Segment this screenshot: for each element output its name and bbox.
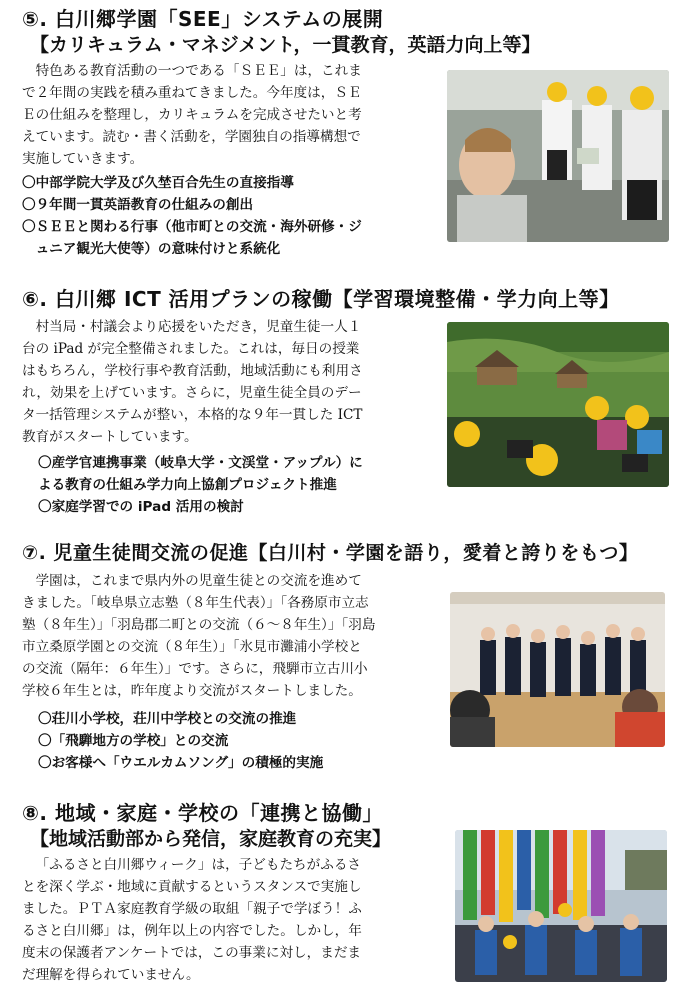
body-line: 特色ある教育活動の一つである「ＳＥＥ」は，これま	[35, 63, 362, 79]
body-line: タ一括管理システムが整い，本格的な９年一貫した ICT	[22, 407, 363, 423]
body-line: 塾（８年生）」「羽島郡二町との交流（６～８年生）」「羽島	[22, 617, 376, 633]
body-line: 学校６年生とは，昨年度より交流がスタートしました。	[22, 683, 362, 699]
section-7-title: ⑦. 児童生徒間交流の促進【白川村・学園を語り，愛着と誇りをもつ】	[22, 542, 639, 564]
photo-choir-stage	[450, 592, 665, 747]
section-5-title: ⑤. 白川郷学園「SEE」システムの展開	[22, 7, 384, 31]
section-7-bullets	[38, 708, 323, 774]
body-line: るさと白川郷」は，例年以上の内容でした。しかし，年	[22, 923, 362, 939]
section-8-title: ⑧. 地域・家庭・学校の「連携と協働」	[22, 801, 383, 825]
bullet-item: 〇お客様へ「ウエルカムソング」の積極的実施	[38, 755, 324, 771]
section-6-title: ⑥. 白川郷 ICT 活用プランの稼働【学習環境整備・学力向上等】	[22, 287, 620, 311]
body-line: れ，効果を上げています。さらに，児童生徒全員のデー	[22, 385, 362, 401]
body-line: だ理解を得られていません。	[22, 967, 200, 983]
body-line: 市立桑原学園との交流（８年生）」「氷見市灘浦小学校と	[22, 639, 362, 655]
bullet-item: 〇産学官連携事業（岐阜大学・文渓堂・アップル）に	[38, 455, 363, 471]
section-7-body	[22, 570, 442, 702]
bullet-item: よる教育の仕組み学力向上協創プロジェクト推進	[38, 477, 337, 493]
body-line: 台の iPad が完全整備されました。これは，毎日の授業	[22, 341, 360, 357]
section-6-body	[22, 316, 432, 448]
bullet-item: 〇９年間一貫英語教育の仕組みの創出	[22, 197, 254, 213]
body-line: ました。ＰＴＡ家庭教育学級の取組「親子で学ぼう！ふ	[22, 901, 362, 917]
body-line: Ｅの仕組みを整理し，カリキュラムを完成させたいと考	[22, 107, 362, 123]
section-5-body	[22, 60, 432, 170]
photo-festival-banners	[455, 830, 667, 982]
bullet-item: 〇家庭学習での iPad 活用の検討	[38, 499, 244, 515]
photo-see-students	[447, 70, 669, 242]
bullet-item: 〇荘川小学校，荘川中学校との交流の推進	[38, 711, 297, 727]
body-line: 実施していきます。	[22, 151, 144, 167]
section-8-body	[22, 854, 442, 986]
body-line: 村当局・村議会より応援をいただき，児童生徒一人１	[35, 319, 362, 335]
body-line: とを深く学ぶ・地域に貢献するというスタンスで実施し	[22, 879, 362, 895]
bullet-item: ュニア観光大使等）の意味付けと系統化	[22, 241, 281, 257]
bullet-item: 〇「飛騨地方の学校」との交流	[38, 733, 229, 749]
body-line: 教育がスタートしています。	[22, 429, 198, 445]
body-line: で２年間の実践を積み重ねてきました。今年度は，ＳＥ	[22, 85, 362, 101]
body-line: 学園は，これまで県内外の児童生徒との交流を進めて	[35, 573, 362, 589]
bullet-item: 〇ＳＥＥと関わる行事（他市町との交流・海外研修・ジ	[22, 219, 362, 235]
photo-village-ipad	[447, 322, 669, 487]
section-5-subtitle: 【カリキュラム・マネジメント，一貫教育，英語力向上等】	[30, 34, 541, 56]
section-5-bullets	[22, 172, 362, 260]
section-8-subtitle: 【地域活動部から発信，家庭教育の充実】	[30, 828, 392, 850]
body-line: の交流（隔年：６年生）」です。さらに，飛騨市立古川小	[22, 661, 368, 677]
body-line: きました。「岐阜県立志塾（８年生代表）」「各務原市立志	[22, 595, 369, 611]
body-line: 度末の保護者アンケートでは，この事業に対し，まだま	[22, 945, 362, 961]
section-6-bullets	[38, 452, 363, 518]
bullet-item: 〇中部学院大学及び久埜百合先生の直接指導	[22, 175, 294, 191]
body-line: 「ふるさと白川郷ウィーク」は，子どもたちがふるさ	[35, 857, 362, 873]
body-line: えています。読む・書く活動を，学園独自の指導構想で	[22, 129, 361, 145]
body-line: はもちろん，学校行事や教育活動，地域活動にも利用さ	[22, 363, 363, 379]
